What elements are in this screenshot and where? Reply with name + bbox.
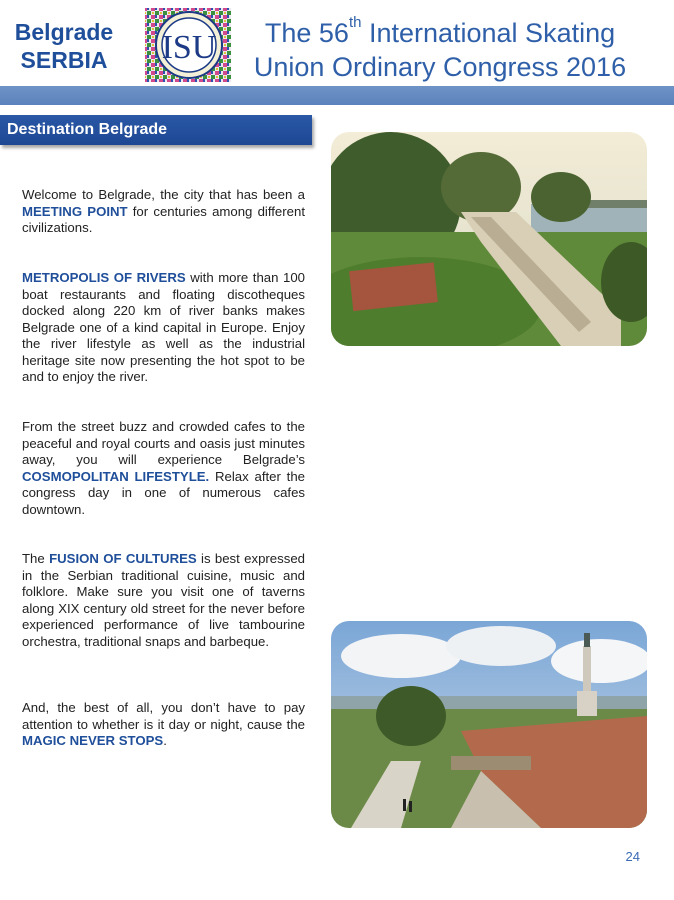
paragraph-5: And, the best of all, you don’t have to pay attention to whether is it day or night, cause the MAGIC NEVER STOPS. [22,700,305,748]
header-band [0,86,674,105]
paragraph-3: From the street buzz and crowded cafes to the peaceful and royal courts and oasis just minutes away, you will experience Belgrade’s COSMOPOLITAN LIFESTYLE. Relax after the congress day in one of numerous cafes downtown. [22,419,305,517]
logo-text: ISU [161,29,217,66]
title-sup: th [348,14,362,31]
city-name: Belgrade [14,19,114,45]
highlight-fusion: FUSION OF CULTURES [49,551,197,566]
paragraph-2: METROPOLIS OF RIVERS with more than 100 boat restaurants and floating discotheques docked along 220 km of river banks makes Belgrade one of a kind capital in Europe. Enjoy the river lifestyle as well as the industrial heritage site now presenting the hot spot to be and to enjoy the river. [22,270,305,384]
isu-logo [143,7,236,84]
photo-staircase-park [331,132,647,346]
highlight-cosmopolitan: COSMOPOLITAN LIFESTYLE. [22,468,210,484]
title-line2: Union Ordinary Congress 2016 [253,52,627,82]
paragraph-1: Welcome to Belgrade, the city that has been a MEETING POINT for centuries among different civilizations. [22,187,305,235]
title-rest: International Skating [361,18,616,48]
highlight-metropolis: METROPOLIS OF RIVERS [22,270,186,285]
section-title: Destination Belgrade [0,115,312,145]
title-prefix: The 56 [264,18,349,48]
page-title [244,16,636,84]
page-number: 24 [625,849,640,864]
paragraph-4: The FUSION OF CULTURES is best expressed in the Serbian traditional cuisine, music and folklore. Make sure you visit one of taverns along XIX century old street for the never before experienced performance of live tambourine orchestra, traditional snaps and barbeque. [22,551,305,649]
photo-fortress-monument [331,621,647,828]
highlight-magic: MAGIC NEVER STOPS [22,733,164,748]
header-city [8,18,120,74]
highlight-meeting-point: MEETING POINT [22,203,128,219]
country-name: SERBIA [20,47,108,73]
